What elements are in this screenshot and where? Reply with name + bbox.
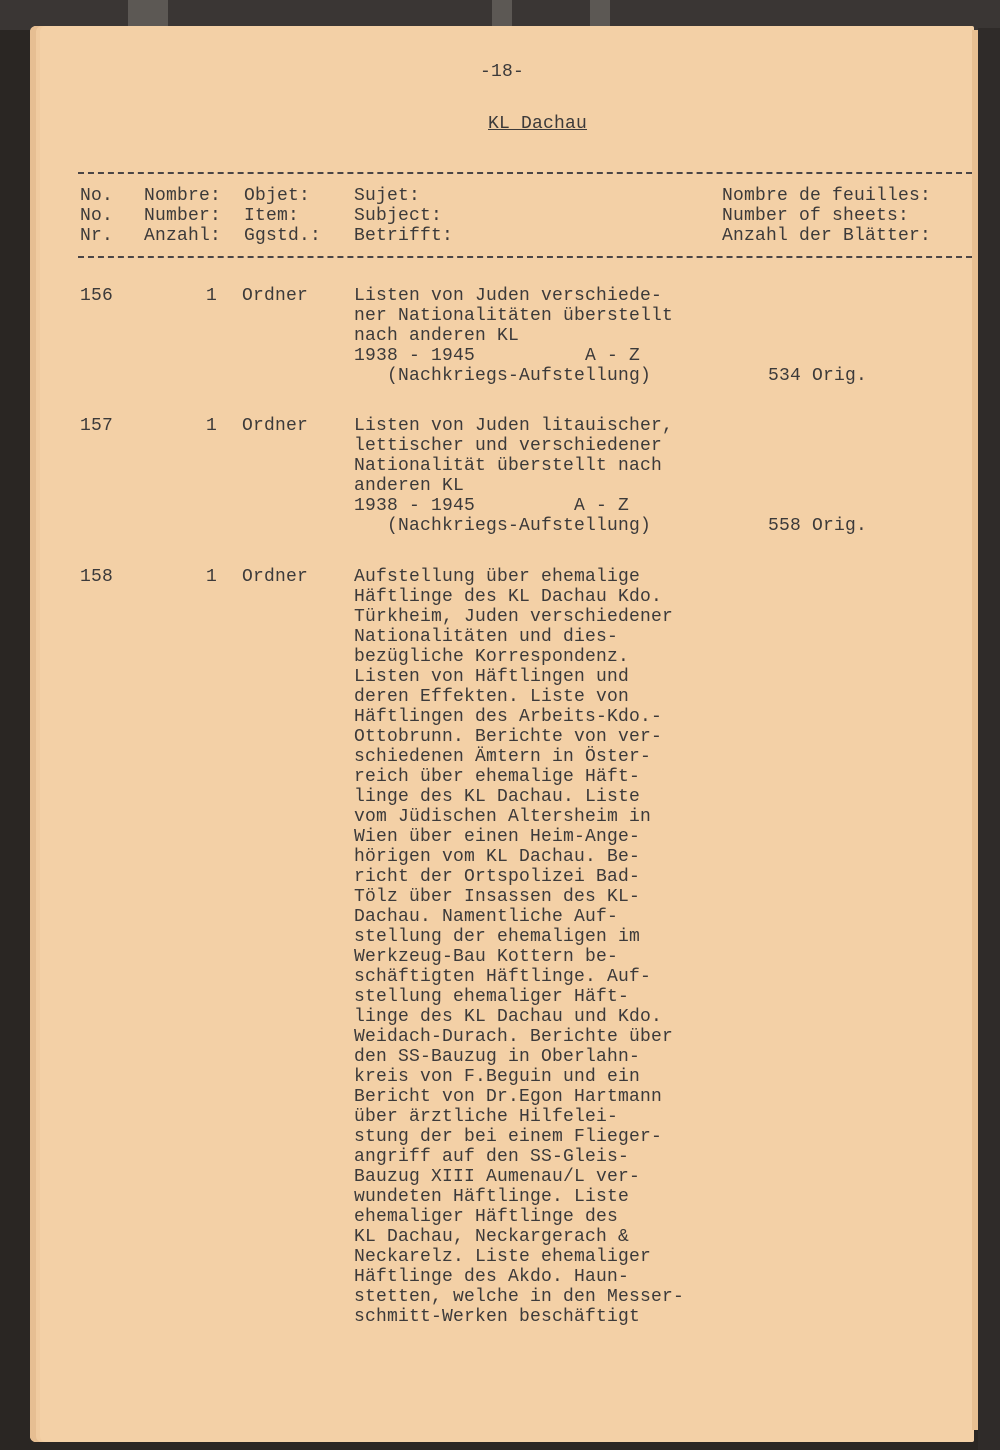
entry-number: 156	[80, 286, 114, 306]
entry-subject: Listen von Juden litauischer, lettischer und verschiedener Nationalität überstellt nach anderen KL 1938 - 1945 A - Z (Nachkriegs-Aufstellung)	[354, 416, 674, 536]
entry-subject: Listen von Juden verschiede- ner Nationalitäten überstellt nach anderen KL 1938 - 1945 A - Z (Nachkriegs-Aufstellung)	[354, 286, 674, 386]
entry-count: 1	[206, 567, 218, 587]
header-rule-bottom	[78, 256, 972, 258]
scan-background-right	[978, 28, 1000, 1450]
entry-sheets: 534 Orig.	[768, 366, 868, 386]
entry-number: 158	[80, 567, 114, 587]
entry-number: 157	[80, 416, 114, 436]
entry-count: 1	[206, 286, 218, 306]
header-count: Nombre: Number: Anzahl:	[144, 186, 222, 246]
header-subject: Sujet: Subject: Betrifft:	[354, 186, 454, 246]
page-title: KL Dachau	[488, 114, 588, 134]
entry-sheets: 558 Orig.	[768, 516, 868, 536]
entry-subject: Aufstellung über ehemalige Häftlinge des KL Dachau Kdo. Türkheim, Juden verschiedener Nationalitäten und dies- bezügliche Korrespondenz. Listen von Häftlingen und deren Effekten. Liste von Häftlingen des Arbeits-Kdo.- Ottobrunn. Berichte von ver- schiedenen Ämtern in Öster- reich über ehemalige Häft- linge des KL Dachau. Liste vom Jüdischen Altersheim in Wien über einen Heim-Ange- hörigen vom KL Dachau. Be- richt der Ortspolizei Bad- Tölz über Insassen des KL- Dachau. Namentliche Auf- stellung der ehemaligen im Werkzeug-Bau Kottern be- schäftigten Häftlinge. Auf- stellung ehemaliger Häft- linge des KL Dachau und Kdo. Weidach-Durach. Berichte über den SS-Bauzug in Oberlahn- kreis von F.Beguin und ein Bericht von Dr.Egon Hartmann über ärztliche Hilfelei- stung der bei einem Flieger- angriff auf den SS-Gleis- Bauzug XIII Aumenau/L ver- wundeten Häftlinge. Liste ehemaliger Häftlinge des KL Dachau, Neckargerach & Neckarelz. Liste ehemaliger Häftlinge des Akdo. Haun- stetten, welche in den Messer- schmitt-Werken beschäftigt	[354, 567, 685, 1327]
page-number: -18-	[480, 62, 525, 82]
header-object: Objet: Item: Ggstd.:	[244, 186, 322, 246]
page-edge	[972, 30, 978, 1430]
entry-object: Ordner	[242, 286, 309, 306]
header-rule-top	[78, 172, 972, 174]
entry-object: Ordner	[242, 416, 309, 436]
entry-count: 1	[206, 416, 218, 436]
header-sheets: Nombre de feuilles: Number of sheets: Anzahl der Blätter:	[722, 186, 932, 246]
entry-object: Ordner	[242, 567, 309, 587]
header-no: No. No. Nr.	[80, 186, 114, 246]
